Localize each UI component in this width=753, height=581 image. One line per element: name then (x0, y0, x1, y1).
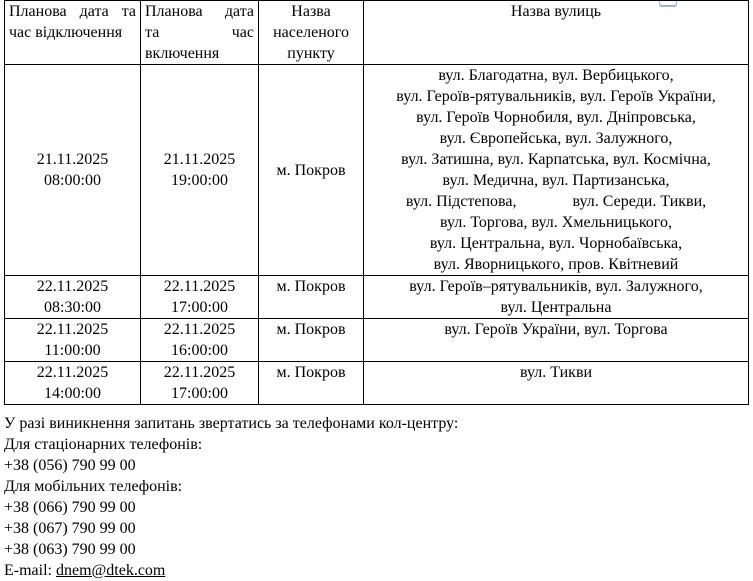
on-datetime-cell (141, 276, 259, 319)
email-label: E-mail: (4, 562, 52, 579)
off-time: 14:00:00 (44, 385, 101, 402)
off-datetime-cell (5, 65, 141, 276)
off-time: 08:30:00 (44, 299, 101, 316)
mobile-phone: +38 (063) 790 99 00 (4, 541, 136, 558)
street-line: вул. Затишна, вул. Карпатська, вул. Космічна, (401, 151, 711, 168)
contact-info (4, 413, 744, 581)
header-on-time: Планова дата та час включення (141, 1, 259, 65)
off-datetime-cell (5, 276, 141, 319)
off-date: 22.11.2025 (36, 364, 109, 381)
table-row (5, 65, 749, 276)
on-time: 17:00:00 (171, 299, 228, 316)
header-off-time: Планова дата та час відключення (5, 1, 141, 65)
mobile-phone: +38 (067) 790 99 00 (4, 520, 136, 537)
off-date: 22.11.2025 (36, 278, 109, 295)
contact-intro: У разі виникнення запитань звертатись за телефонами кол-центру: (4, 415, 459, 432)
street-line: вул. Героїв Чорнобиля, вул. Дніпровська, (416, 109, 696, 126)
street-line: вул. Героїв–рятувальників, вул. Залужного, (409, 278, 703, 295)
street-line: вул. Центральна (500, 299, 612, 316)
street-line: вул. Європейська, вул. Залужного, (439, 130, 673, 147)
table-row (5, 319, 749, 362)
off-datetime-cell (5, 362, 141, 405)
settlement-cell: м. Покров (259, 362, 364, 405)
email-line (4, 560, 744, 581)
on-date: 21.11.2025 (163, 151, 236, 168)
table-header-row (5, 1, 749, 65)
settlement-cell: м. Покров (259, 276, 364, 319)
outage-schedule-table (4, 0, 749, 405)
street-line: вул. Центральна, вул. Чорнобаївська, (429, 235, 683, 252)
settlement-cell: м. Покров (259, 65, 364, 276)
street-line: вул. Торгова, вул. Хмельницького, (440, 214, 672, 231)
header-settlement: Назва населеного пункту (259, 1, 364, 65)
streets-cell (364, 319, 749, 362)
settlement-cell: м. Покров (259, 319, 364, 362)
mobile-phone: +38 (066) 790 99 00 (4, 499, 136, 516)
on-time: 19:00:00 (171, 172, 228, 189)
table-row (5, 362, 749, 405)
on-time: 17:00:00 (171, 385, 228, 402)
streets-cell (364, 65, 749, 276)
off-time: 08:00:00 (44, 172, 101, 189)
streets-cell (364, 362, 749, 405)
street-line: вул. Медична, вул. Партизанська, (442, 172, 670, 189)
landline-phone: +38 (056) 790 99 00 (4, 457, 136, 474)
on-datetime-cell (141, 319, 259, 362)
header-streets: Назва вулиць (364, 1, 749, 65)
on-datetime-cell (141, 65, 259, 276)
on-date: 22.11.2025 (163, 278, 236, 295)
street-part: вул. Підстепова, (405, 193, 517, 210)
street-line-split (368, 191, 744, 212)
streets-cell (364, 276, 749, 319)
on-date: 22.11.2025 (163, 364, 236, 381)
street-part: вул. Середи. Тикви, (572, 193, 707, 210)
street-line: вул. Яворницького, пров. Квітневий (433, 256, 679, 273)
table-row (5, 276, 749, 319)
street-line: вул. Тикви (519, 364, 593, 381)
mobile-label: Для мобільних телефонів: (4, 478, 183, 495)
email-link[interactable]: dnem@dtek.com (55, 562, 166, 579)
on-datetime-cell (141, 362, 259, 405)
off-date: 21.11.2025 (36, 151, 109, 168)
landline-label: Для стаціонарних телефонів: (4, 436, 203, 453)
off-datetime-cell (5, 319, 141, 362)
off-date: 22.11.2025 (36, 321, 109, 338)
street-line: вул. Благодатна, вул. Вербицького, (438, 67, 674, 84)
on-time: 16:00:00 (171, 342, 228, 359)
street-line: вул. Героїв-рятувальників, вул. Героїв України, (396, 88, 716, 105)
off-time: 11:00:00 (44, 342, 101, 359)
on-date: 22.11.2025 (163, 321, 236, 338)
street-line: вул. Героїв України, вул. Торгова (444, 321, 668, 338)
